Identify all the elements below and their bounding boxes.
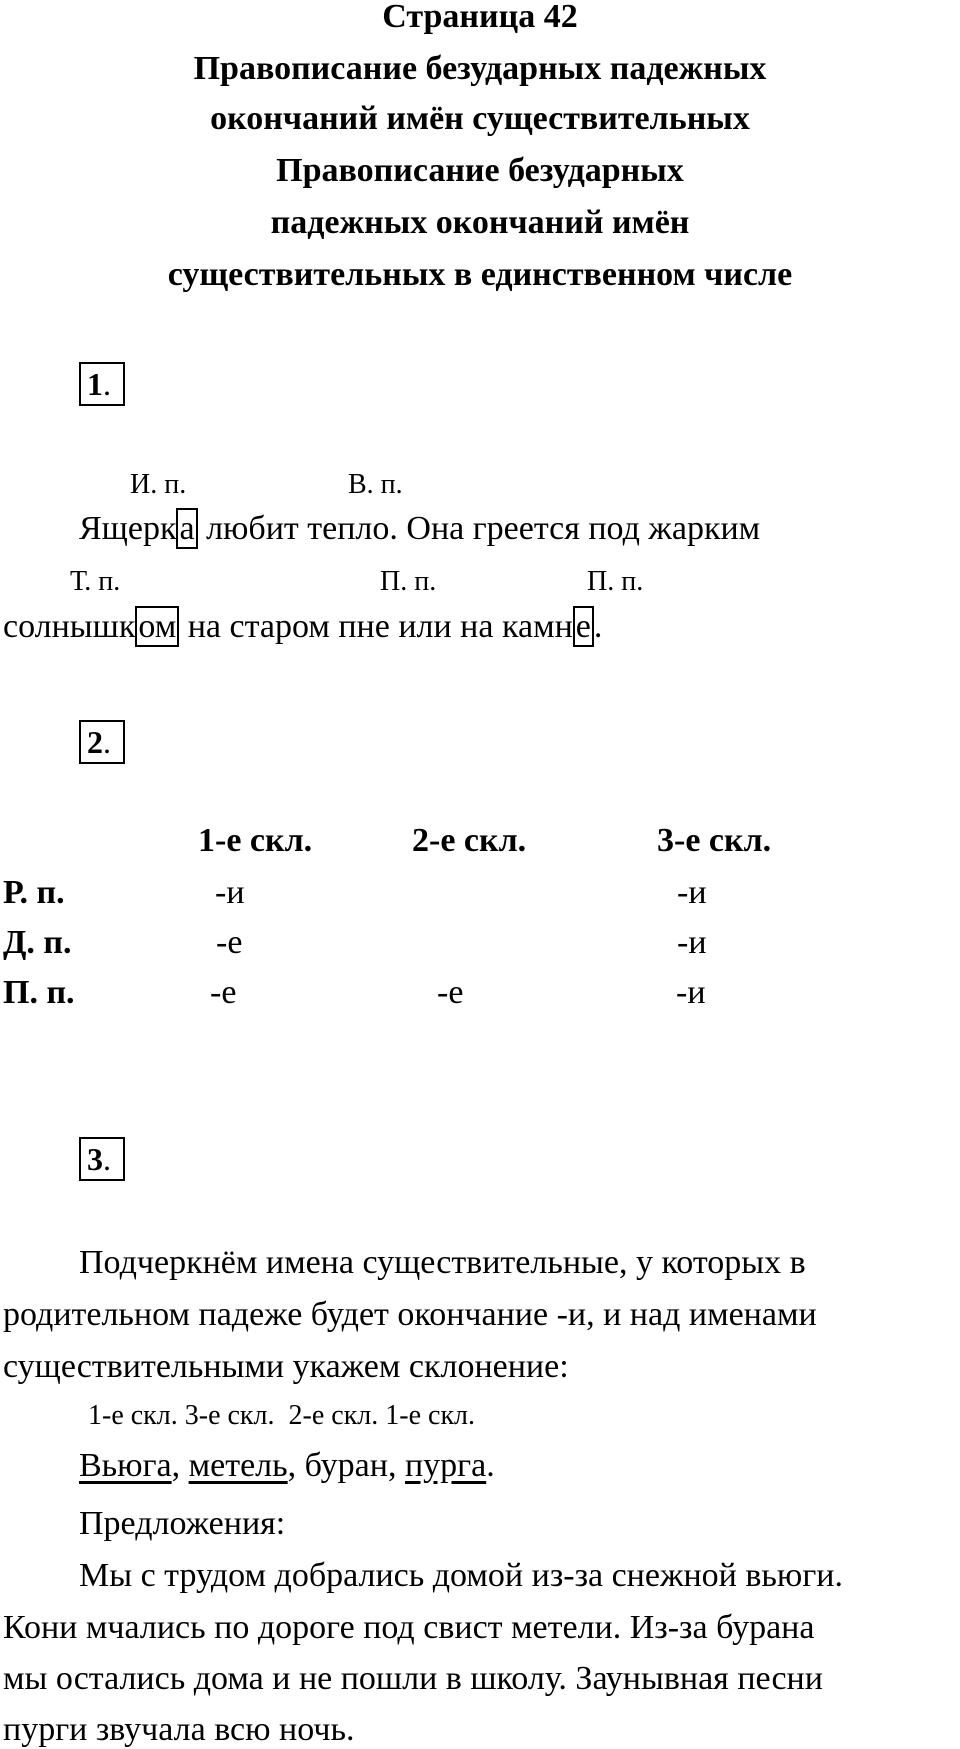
answer-text-line: Мы с трудом добрались домой из-за снежной вьюги. [79, 1557, 843, 1594]
ending-box: ом [135, 606, 179, 647]
task-number-digit: 2 [87, 724, 103, 760]
word-separator: , [287, 1447, 305, 1484]
underlined-word: пурга [404, 1447, 487, 1484]
instruction-line: родительном падеже будет окончание -и, и над именами [3, 1296, 817, 1333]
case-label: П. п. [587, 566, 644, 597]
ending-box: е [573, 606, 594, 647]
underlined-word: Вьюга [79, 1447, 172, 1484]
table-cell: -и [677, 924, 707, 961]
sentences-label: Предложения: [79, 1505, 286, 1542]
table-cell: -и [676, 974, 706, 1011]
ending-box: а [176, 508, 197, 549]
declension-labels: 1-е скл. 3-е скл. 2-е скл. 1-е скл. [88, 1400, 476, 1431]
task-1-sentence-1 [79, 510, 760, 548]
sentence-text: Ящерк [79, 510, 177, 547]
table-header-2nd-declension: 2-е скл. [412, 822, 527, 859]
table-case-label: Д. п. [3, 924, 72, 961]
table-case-label: Р. п. [3, 874, 65, 911]
sentence-text: . [593, 608, 603, 645]
instruction-line: существительными укажем склонение: [3, 1348, 569, 1385]
sentence-text: солнышк [3, 608, 136, 645]
case-label: В. п. [348, 469, 403, 500]
table-cell: -е [210, 974, 237, 1011]
case-label: Т. п. [70, 566, 121, 597]
task-1-sentence-2 [3, 608, 602, 646]
answer-text-line: мы остались дома и не пошли в школу. Заунывная песни [3, 1660, 823, 1697]
task-number-digit: 3 [87, 1141, 103, 1177]
subtopic-title-line-3: существительных в единственном числе [167, 256, 793, 293]
word-list [79, 1447, 495, 1485]
table-case-label: П. п. [3, 974, 75, 1011]
task-number-dot: . [103, 1141, 111, 1177]
table-cell: -и [677, 874, 707, 911]
task-number-dot: . [103, 724, 111, 760]
subtopic-title-line-1: Правописание безударных [276, 152, 684, 189]
case-label: П. п. [380, 566, 437, 597]
task-number-dot: . [103, 366, 111, 402]
subtopic-title-line-2: падежных окончаний имён [270, 204, 690, 241]
answer-text-line: пурги звучала всю ночь. [3, 1711, 355, 1748]
instruction-line: Подчеркнём имена существительные, у которых в [79, 1244, 806, 1281]
table-cell: -е [216, 924, 243, 961]
sentence-text: любит тепло. Она греется под жарким [197, 510, 761, 547]
answer-text-line: Кони мчались по дороге под свист метели. Из-за бурана [3, 1609, 815, 1646]
task-1-number [79, 362, 125, 406]
word-separator: , [171, 1447, 189, 1484]
page-title: Страница 42 [382, 0, 578, 35]
case-label: И. п. [130, 469, 187, 500]
table-cell: -и [215, 874, 245, 911]
topic-title-line-1: Правописание безударных падежных [193, 50, 767, 87]
table-cell: -е [437, 974, 464, 1011]
task-number-digit: 1 [87, 366, 103, 402]
word-separator: , [387, 1447, 405, 1484]
table-header-3rd-declension: 3-е скл. [657, 822, 772, 859]
task-2-number [79, 720, 125, 764]
word: буран [304, 1447, 388, 1484]
sentence-text: на старом пне или на камн [179, 608, 573, 645]
word-separator: . [486, 1447, 495, 1484]
underlined-word: метель [188, 1447, 288, 1484]
table-header-1st-declension: 1-е скл. [198, 822, 313, 859]
task-3-number [79, 1137, 125, 1181]
topic-title-line-2: окончаний имён существительных [210, 100, 750, 137]
